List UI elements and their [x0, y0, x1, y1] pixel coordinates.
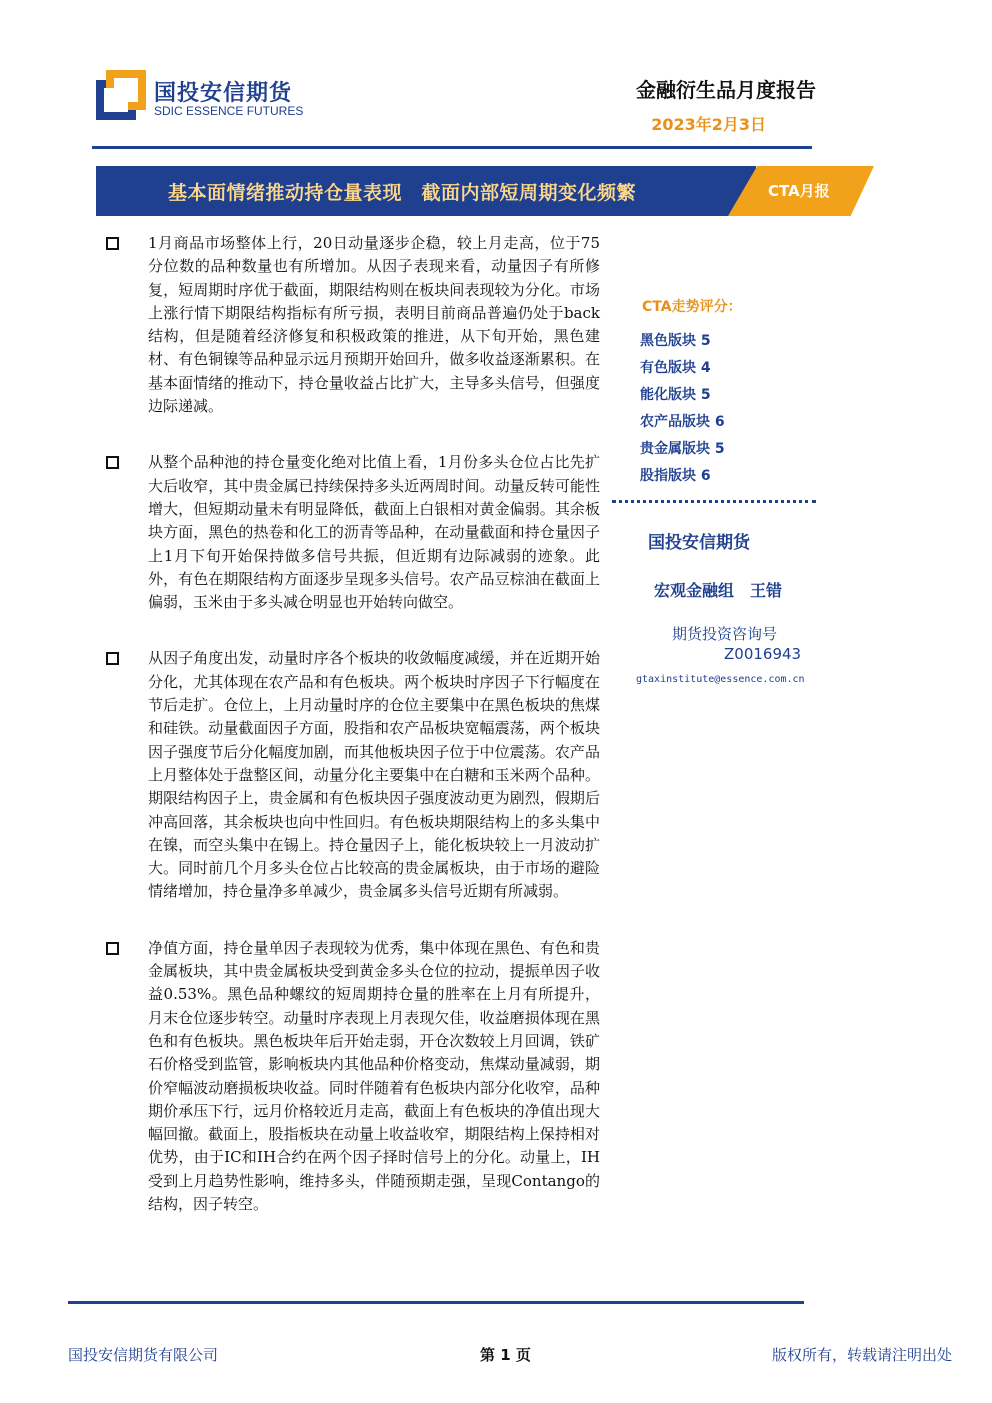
square-bullet-icon	[106, 456, 119, 469]
cta-score-heading: CTA走势评分：	[642, 299, 742, 315]
paragraph-text: 1月商品市场整体上行，20日动量逐步企稳，较上月走高，位于75分位数的品种数量也有所增加。从因子表现来看，动量因子有所修复，短周期时序优于截面，期限结构则在板块间表现较为分化。市场上涨行情下期限结构指标有所亏损，表明目前商品普遍仍处于back结构，但是随着经济修复和积极政策的推进，从下旬开始，黑色建材、有色铜镍等品种显示远月预期开始回升，做多收益逐渐累积。在基本面情绪的推动下，持仓量收益占比扩大，主导多头信号，但强度边际递减。	[148, 234, 600, 416]
logo-text-en: SDIC ESSENCE FUTURES	[154, 104, 304, 118]
logo-mark-icon	[96, 70, 146, 120]
paragraph	[100, 647, 600, 903]
paragraph	[100, 232, 600, 418]
score-row	[640, 411, 725, 431]
score-label: 能化版块	[640, 387, 696, 403]
paragraph-text: 从整个品种池的持仓量变化绝对比值上看，1月份多头仓位占比先扩大后收窄，其中贵金属已持续保持多头近两周时间。动量反转可能性增大，但短期动量未有明显降低，截面上白银相对黄金偏弱。其余板块方面，黑色的热卷和化工的沥青等品种，在动量截面和持仓量因子上1月下旬开始保持做多信号共振，但近期有边际减弱的迹象。此外，有色在期限结构方面逐步呈现多头信号。农产品豆棕油在截面上偏弱，玉米由于多头减仓明显也开始转向做空。	[148, 453, 600, 612]
sidebar-dotted-divider	[612, 500, 816, 503]
paragraph	[100, 937, 600, 1217]
square-bullet-icon	[106, 652, 119, 665]
score-label: 股指版块	[640, 468, 696, 484]
square-bullet-icon	[106, 237, 119, 250]
author-email-link[interactable]: gtaxinstitute@essence.com.cn	[636, 674, 805, 685]
score-row	[640, 465, 711, 485]
footer-company: 国投安信期货有限公司	[68, 1346, 219, 1364]
report-type-title: 金融衍生品月度报告	[636, 78, 816, 102]
main-content	[100, 232, 600, 1249]
banner-title: 基本面情绪推动持仓量表现 截面内部短周期变化频繁	[168, 182, 637, 204]
sidebar-company: 国投安信期货	[648, 533, 750, 553]
score-row	[640, 357, 711, 377]
score-label: 农产品版块	[640, 414, 710, 430]
page-number: 第 1 页	[480, 1346, 531, 1364]
sidebar	[636, 0, 826, 1403]
score-value: 5	[700, 387, 711, 403]
paragraph	[100, 451, 600, 614]
score-value: 5	[700, 333, 711, 349]
square-bullet-icon	[106, 942, 119, 955]
paragraph-text: 净值方面，持仓量单因子表现较为优秀，集中体现在黑色、有色和贵金属板块，其中贵金属板块受到黄金多头仓位的拉动，提振单因子收益0.53%。黑色品种螺纹的短周期持仓量的胜率在上月有所提升，月末仓位逐步转空。动量时序表现上月表现欠佳，收益磨损体现在黑色和有色板块。黑色板块年后开始走弱，开仓次数较上月回调，铁矿石价格受到监管，影响板块内其他品种价格变动，焦煤动量减弱，期价窄幅波动磨损板块收益。同时伴随着有色板块内部分化收窄，品种期价承压下行，远月价格较近月走高，截面上有色板块的净值出现大幅回撤。截面上，股指板块在动量上收益收窄，期限结构上保持相对优势，由于IC和IH合约在两个因子择时信号上的分化。动量上，IH受到上月趋势性影响，维持多头，伴随预期走强，呈现Contango的结构，因子转空。	[148, 938, 600, 1213]
report-date: 2023年2月3日	[651, 115, 766, 134]
logo-text-cn: 国投安信期货	[154, 81, 293, 106]
score-label: 有色版块	[640, 360, 696, 376]
company-logo	[96, 70, 304, 130]
score-label: 贵金属版块	[640, 441, 710, 457]
author-team: 宏观金融组 王错	[654, 581, 783, 600]
footer-divider	[68, 1301, 804, 1304]
score-value: 4	[700, 360, 711, 376]
banner-tag: CTA月报	[768, 182, 830, 200]
paragraph-text: 从因子角度出发，动量时序各个板块的收敛幅度减缓，并在近期开始分化，尤其体现在农产品和有色板块。两个板块时序因子下行幅度在节后走扩。仓位上，上月动量时序的仓位主要集中在黑色板块的焦煤和硅铁。动量截面因子方面，股指和农产品板块宽幅震荡，两个板块因子强度节后分化幅度加剧，而其他板块因子位于中位震荡。农产品上月整体处于盘整区间，动量分化主要集中在白糖和玉米两个品种。期限结构因子上，贵金属和有色板块因子强度波动更为剧烈，假期后冲高回落，其余板块也向中性回归。有色板块期限结构上的多头集中在镍，而空头集中在锡上。持仓量因子上，能化板块较上一月波动扩大。同时前几个月多头仓位占比较高的贵金属板块，由于市场的避险情绪增加，持仓量净多单减少，贵金属多头信号近期有所减弱。	[148, 649, 600, 901]
score-row	[640, 330, 711, 350]
score-row	[640, 384, 711, 404]
footer-copyright: 版权所有，转载请注明出处	[771, 1346, 952, 1364]
score-row	[640, 438, 725, 458]
score-value: 5	[714, 441, 725, 457]
license-label: 期货投资咨询号	[672, 625, 778, 643]
score-value: 6	[714, 414, 725, 430]
score-value: 6	[700, 468, 711, 484]
license-number: Z0016943	[724, 645, 802, 663]
score-label: 黑色版块	[640, 333, 696, 349]
